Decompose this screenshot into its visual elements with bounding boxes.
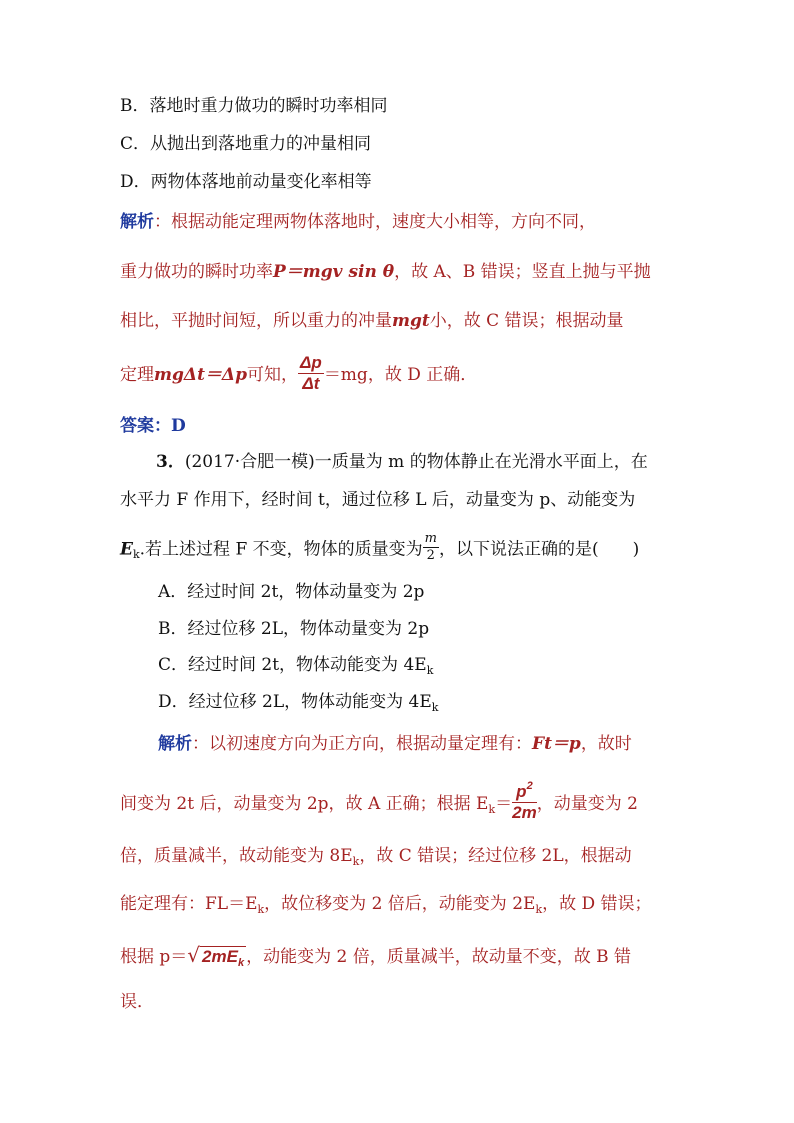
momentum-rate-fraction: $\frac{\Delta p}{\Delta t}$ xyxy=(300,353,322,393)
analysis1-line1: 解析：根据动能定理两物体落地时，速度大小相等，方向不同， xyxy=(120,212,596,232)
analysis1-label: 解析 xyxy=(120,212,154,232)
momentum-theorem-formula: mgΔt＝Δp xyxy=(154,364,247,385)
mass-fraction: $\frac{m}{2}$ xyxy=(424,531,437,563)
question3-line1: 3．(2017·合肥一模)一质量为 m 的物体静止在光滑水平面上，在 xyxy=(156,452,648,472)
analysis2-line3: 倍，质量减半，故动能变为 $8E_k$，故 C 错误；经过位移 2L，根据动 xyxy=(120,846,632,868)
option-c-prev: C．从抛出到落地重力的冲量相同 xyxy=(120,134,372,154)
analysis2-line6: 误． xyxy=(120,992,154,1012)
analysis2-line4: 能定理有：$FL=E_k$，故位移变为 2 倍后，动能变为 $2E_k$，故 D 错误； xyxy=(120,894,652,916)
question3-line3: $E_k$.若上述过程 F 不变，物体的质量变为 $\frac{m}{2}$ ，以下说法正确的是( ) xyxy=(120,531,640,563)
question3-option-b: B．经过位移 2L，物体动量变为 2p xyxy=(158,619,430,639)
option-d-prev: D．两物体落地前动量变化率相等 xyxy=(120,172,372,192)
analysis2-line5: 根据 p＝√ $2mE_k$ ，动能变为 2 倍，质量减半，故动量不变，故 B 错 xyxy=(120,943,632,969)
sqrt-expression: $2mE_k$ xyxy=(202,947,245,969)
analysis2-label: 解析 xyxy=(158,734,192,754)
question-source: (2017·合肥一模) xyxy=(184,452,315,472)
analysis1-line3: 相比，平抛时间短，所以重力的冲量mgt小，故 C 错误；根据动量 xyxy=(120,311,624,331)
question3-option-d: D．经过位移 2L，物体动能变为 $4E_k$ xyxy=(158,692,439,714)
kinetic-energy-fraction: $\frac{p^2}{2m}$ xyxy=(512,780,537,822)
answer1-value: D xyxy=(171,416,186,436)
power-formula: P＝mgv sin θ xyxy=(273,262,395,282)
analysis1-line4: 定理mgΔt＝Δp可知， $\frac{\Delta p}{\Delta t}$ ＝mg，故 D 正确． xyxy=(120,353,478,393)
question3-option-a: A．经过时间 2t，物体动量变为 2p xyxy=(158,582,425,602)
analysis1-line2: 重力做功的瞬时功率P＝mgv sin θ，故 A、B 错误；竖直上抛与平抛 xyxy=(120,262,651,282)
option-b-prev: B．落地时重力做功的瞬时功率相同 xyxy=(120,96,388,116)
question3-option-c: C．经过时间 2t，物体动能变为 $4E_k$ xyxy=(158,655,434,677)
answer1: 答案：D xyxy=(120,416,186,436)
analysis2-line1: 解析：以初速度方向为正方向，根据动量定理有：Ft＝p，故时 xyxy=(158,734,632,754)
question-number: 3． xyxy=(156,452,185,472)
analysis2-line2: 间变为 2t 后，动量变为 2p，故 A 正确；根据 $E_k=$ $\frac{p^2}{2m}$ ，动量变为 2 xyxy=(120,780,638,822)
impulse-formula: mgt xyxy=(392,311,430,331)
question3-line2: 水平力 F 作用下，经时间 t，通过位移 L 后，动量变为 p、动能变为 xyxy=(120,490,636,510)
